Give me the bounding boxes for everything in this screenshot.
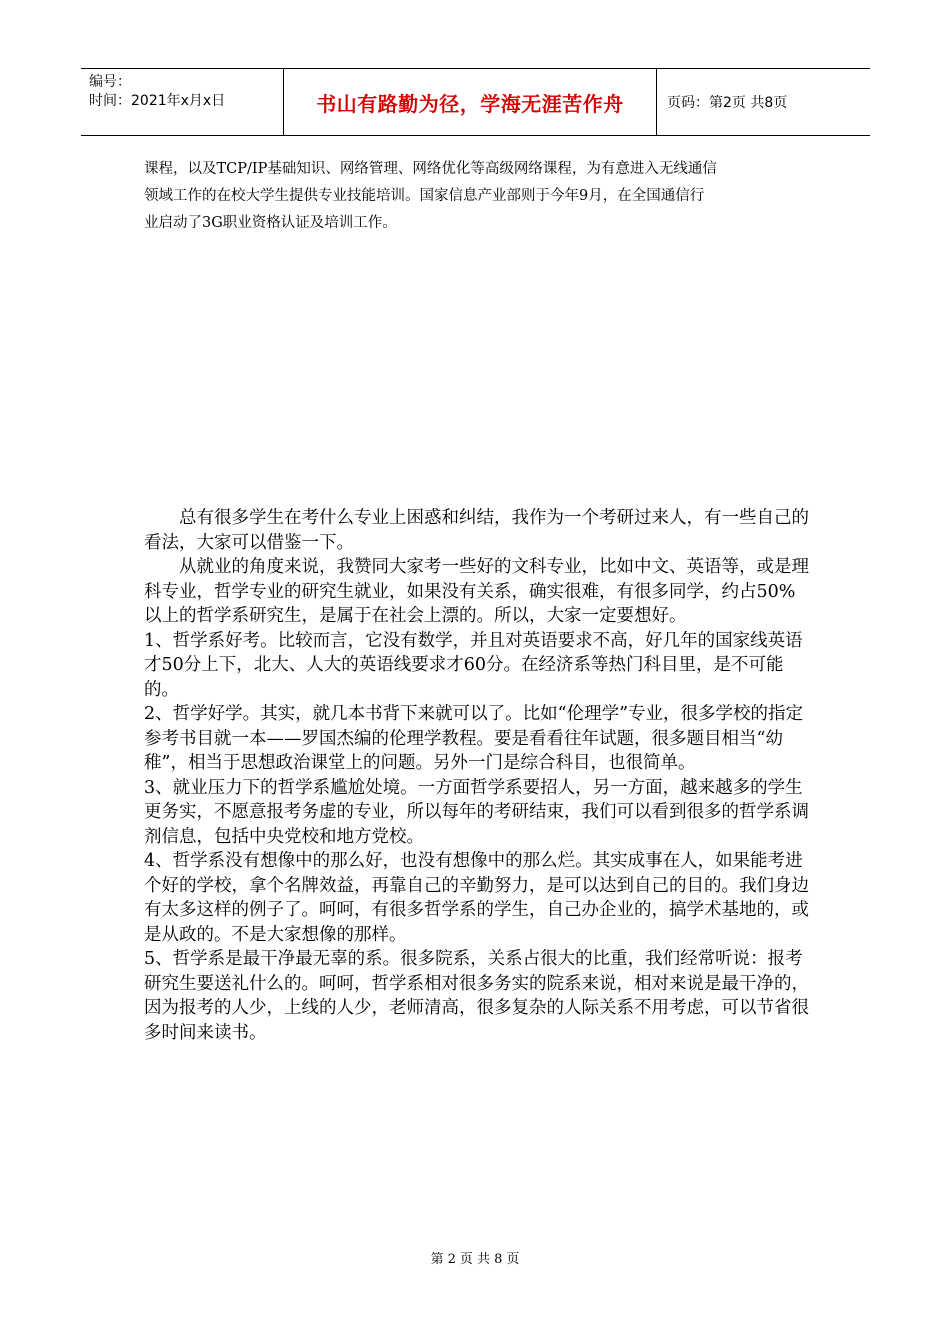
- page-header: [81, 68, 870, 136]
- article-item-1: 1、哲学系好考。比较而言，它没有数学，并且对英语要求不高，好几年的国家线英语才50分上下，北大、人大的英语线要求才60分。在经济系等热门科目里，是不可能的。: [144, 630, 803, 700]
- article-item-4: 4、哲学系没有想像中的那么好，也没有想像中的那么烂。其实成事在人，如果能考进个好的学校，拿个名牌效益，再靠自己的辛勤努力，是可以达到自己的目的。我们身边有太多这样的例子了。呵呵，有很多哲学系的学生，自己办企业的，搞学术基地的，或是从政的。不是大家想像的那样。: [144, 851, 809, 945]
- intro-line: 领域工作的在校大学生提供专业技能培训。国家信息产业部则于今年9月，在全国通信行: [144, 188, 705, 204]
- date-label: 时间：2021年x月x日: [89, 93, 226, 109]
- footer-page-number: 2: [447, 1252, 456, 1267]
- page-footer: [0, 1248, 950, 1267]
- article-body: [144, 506, 810, 1045]
- intro-paragraph: [144, 156, 804, 237]
- article-paragraph-2: 从就业的角度来说，我赞同大家考一些好的文科专业，比如中文、英语等，或是理科专业，哲学专业的研究生就业，如果没有关系，确实很难，有很多同学，约占50%以上的哲学系研究生，是属于在社会上漂的。所以，大家一定要想好。: [144, 557, 809, 626]
- footer-total-pages: 8: [494, 1252, 503, 1267]
- footer-suffix: 页: [506, 1252, 520, 1267]
- article-paragraph-1: 总有很多学生在考什么专业上困惑和纠结，我作为一个考研过来人，有一些自己的看法，大家可以借鉴一下。: [144, 508, 809, 553]
- header-meta: [81, 69, 284, 135]
- number-label: 编号：: [89, 74, 131, 90]
- footer-middle: 页 共: [459, 1252, 491, 1267]
- intro-line: 课程，以及TCP/IP基础知识、网络管理、网络优化等高级网络课程，为有意进入无线通信: [144, 161, 717, 177]
- intro-line: 业启动了3G职业资格认证及培训工作。: [144, 215, 397, 231]
- article-item-2: 2、哲学好学。其实，就几本书背下来就可以了。比如“伦理学”专业，很多学校的指定参考书目就一本——罗国杰编的伦理学教程。要是看看往年试题，很多题目相当“幼稚”，相当于思想政治课堂上的问题。另外一门是综合科目，也很简单。: [144, 704, 804, 773]
- footer-prefix: 第: [430, 1252, 444, 1267]
- article-item-3: 3、就业压力下的哲学系尴尬处境。一方面哲学系要招人，另一方面，越来越多的学生更务实，不愿意报考务虚的专业，所以每年的考研结束，我们可以看到很多的哲学系调剂信息，包括中央党校和地方党校。: [144, 777, 809, 847]
- article-item-5: 5、哲学系是最干净最无辜的系。很多院系，关系占很大的比重，我们经常听说：报考研究生要送礼什么的。呵呵，哲学系相对很多务实的院系来说，相对来说是最干净的，因为报考的人少，上线的人少，老师清高，很多复杂的人际关系不用考虑，可以节省很多时间来读书。: [144, 949, 809, 1043]
- header-page-info: 页码：第2页 共8页: [667, 95, 788, 111]
- header-motto: 书山有路勤为径，学海无涯苦作舟: [284, 69, 657, 135]
